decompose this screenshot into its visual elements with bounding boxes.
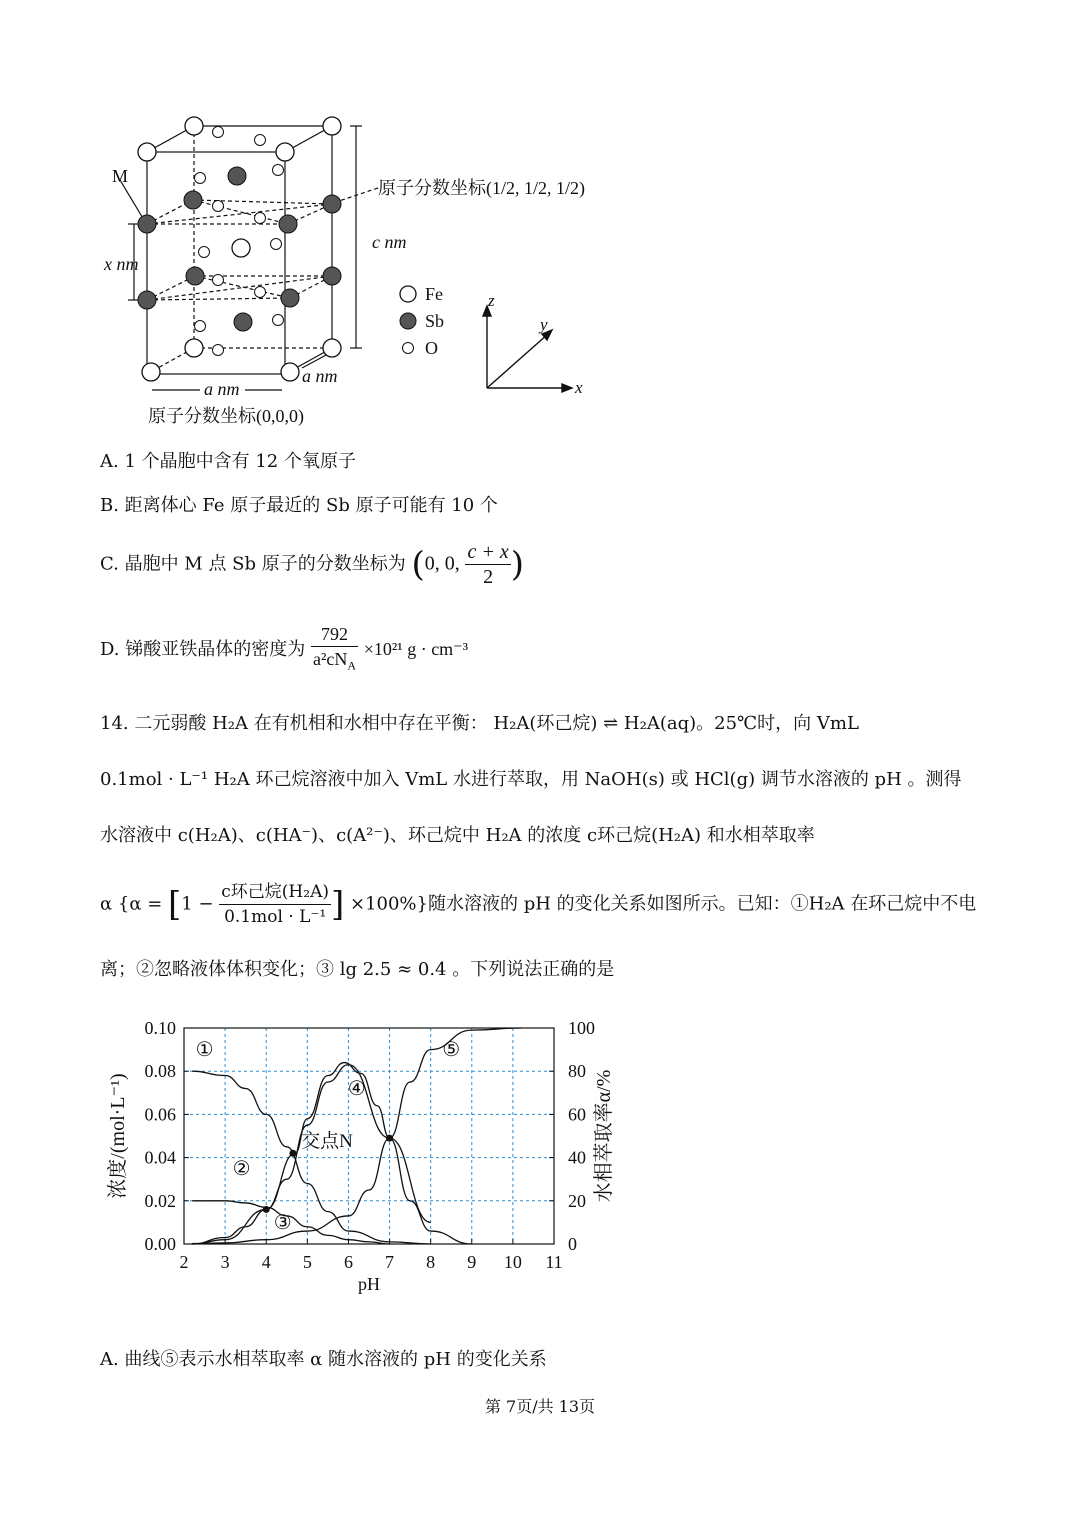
q14-line4-a: α {α = [100,893,163,915]
y-right-tick-label: 60 [568,1104,586,1125]
label-origin: 原子分数坐标(0,0,0) [148,406,304,426]
y-tick-label: 0.00 [144,1234,176,1254]
curve-label-3: ③ [273,1211,292,1234]
intersection-point [386,1135,393,1142]
y-tick-label: 0.02 [144,1190,176,1211]
annotation-intersection-n: 交点N [301,1130,353,1152]
curve-3 [192,1065,430,1244]
curve-label-5: ⑤ [442,1039,461,1062]
q14-line2: 0.1mol · L⁻¹ H₂A 环己烷溶液中加入 VmL 水进行萃取，用 NaOH(s) 或 HCl(g) 调节水溶液的 pH 。测得 [100,769,962,790]
q14-line4-den: 0.1mol · L⁻¹ [224,907,327,927]
q14-line4: α {α = [1 − $\frac{\text{c环己烷(H₂A)}}{\text{0.1mol · L⁻¹}}$ ] ×100%}随水溶液的 pH 的变化关系如图所示。已知：①H₂A 在环己烷中不电 [100,882,977,927]
x-tick-label: 2 [179,1252,189,1272]
curve-4 [192,1063,472,1244]
y-right-tick-label: 40 [568,1147,586,1168]
y-right-axis-label: 水相萃取率α/% [593,1069,615,1203]
intersection-point [289,1150,296,1157]
y-axis-label: 浓度/(mol·L⁻¹) [107,1073,129,1199]
x-tick-label: 11 [545,1252,563,1272]
option-c-text: C. 晶胞中 M 点 Sb 原子的分数坐标为 [100,553,406,575]
concentration-ph-chart [100,1010,620,1320]
x-tick-label: 10 [503,1252,522,1272]
x-axis-label: pH [358,1274,380,1294]
x-tick-label: 9 [467,1252,477,1272]
y-tick-label: 0.06 [144,1104,176,1125]
curve-label-4: ④ [347,1077,366,1100]
q14-line1: 14. 二元弱酸 H₂A 在有机相和水相中存在平衡： H₂A(环己烷) ⇌ H₂A(aq)。25℃时，向 VmL [100,713,859,734]
crystal-cell-diagram [100,110,600,440]
y-right-tick-label: 100 [568,1018,595,1038]
label-top-coord: 原子分数坐标(1/2, 1/2, 1/2) [378,178,585,198]
y-tick-label: 0.10 [144,1018,176,1038]
option-c: C. 晶胞中 M 点 Sb 原子的分数坐标为 (0, 0, $\frac{c + x}{2}$ ) [100,541,524,588]
axis-z: z [488,291,495,310]
option-a: A. 1 个晶胞中含有 12 个氧原子 [100,451,356,472]
y-tick-label: 0.08 [144,1061,176,1082]
plot-frame [184,1028,554,1244]
q14-line5: 离；②忽略液体体积变化；③ lg 2.5 ≈ 0.4 。下列说法正确的是 [100,959,615,980]
x-tick-label: 8 [426,1252,436,1272]
x-tick-label: 7 [385,1252,395,1272]
y-right-tick-label: 0 [568,1234,577,1254]
y-right-tick-label: 20 [568,1190,586,1211]
label-m: M [112,166,129,186]
q14-option-a: A. 曲线⑤表示水相萃取率 α 随水溶液的 pH 的变化关系 [100,1349,547,1370]
option-b: B. 距离体心 Fe 原子最近的 Sb 原子可能有 10 个 [100,495,498,516]
x-tick-label: 4 [261,1252,271,1272]
q14-line3: 水溶液中 c(H₂A)、c(HA⁻)、c(A²⁻)、环己烷中 H₂A 的浓度 c环己烷(H₂A) 和水相萃取率 [100,825,815,846]
x-tick-label: 3 [220,1252,230,1272]
y-right-tick-label: 80 [568,1061,586,1082]
label-a2: a nm [302,366,338,386]
legend-o: O [425,338,438,358]
page-footer: 第 7页/共 13页 [484,1397,596,1416]
label-a1: a nm [204,379,240,399]
curve-label-2: ② [232,1157,251,1180]
option-d-den-sub: A [347,658,357,673]
curve-label-1: ① [195,1039,214,1062]
legend-sb: Sb [425,311,445,331]
y-tick-label: 0.04 [144,1147,176,1168]
axis-y: y [540,315,548,334]
q14-line4-num: c环己烷(H₂A) [219,880,331,905]
option-d-num: 792 [311,622,358,647]
label-c: c nm [372,232,407,252]
legend-fe: Fe [425,284,443,304]
x-tick-label: 5 [302,1252,312,1272]
option-c-den: 2 [483,566,494,588]
axis-x: x [575,378,583,397]
option-d-text: D. 锑酸亚铁晶体的密度为 [100,638,306,660]
option-c-coord: 0, 0, [424,552,460,575]
x-tick-label: 6 [343,1252,353,1272]
label-x: x nm [104,254,139,274]
option-d [100,622,468,678]
intersection-point [263,1206,270,1213]
q14-line4-b: ×100%}随水溶液的 pH 的变化关系如图所示。已知：①H₂A 在环己烷中不电 [349,893,977,915]
option-d-den: a²cN [312,649,348,669]
option-c-num: c + x [467,541,509,563]
option-d-suffix: ×10²¹ g · cm⁻³ [363,638,469,659]
